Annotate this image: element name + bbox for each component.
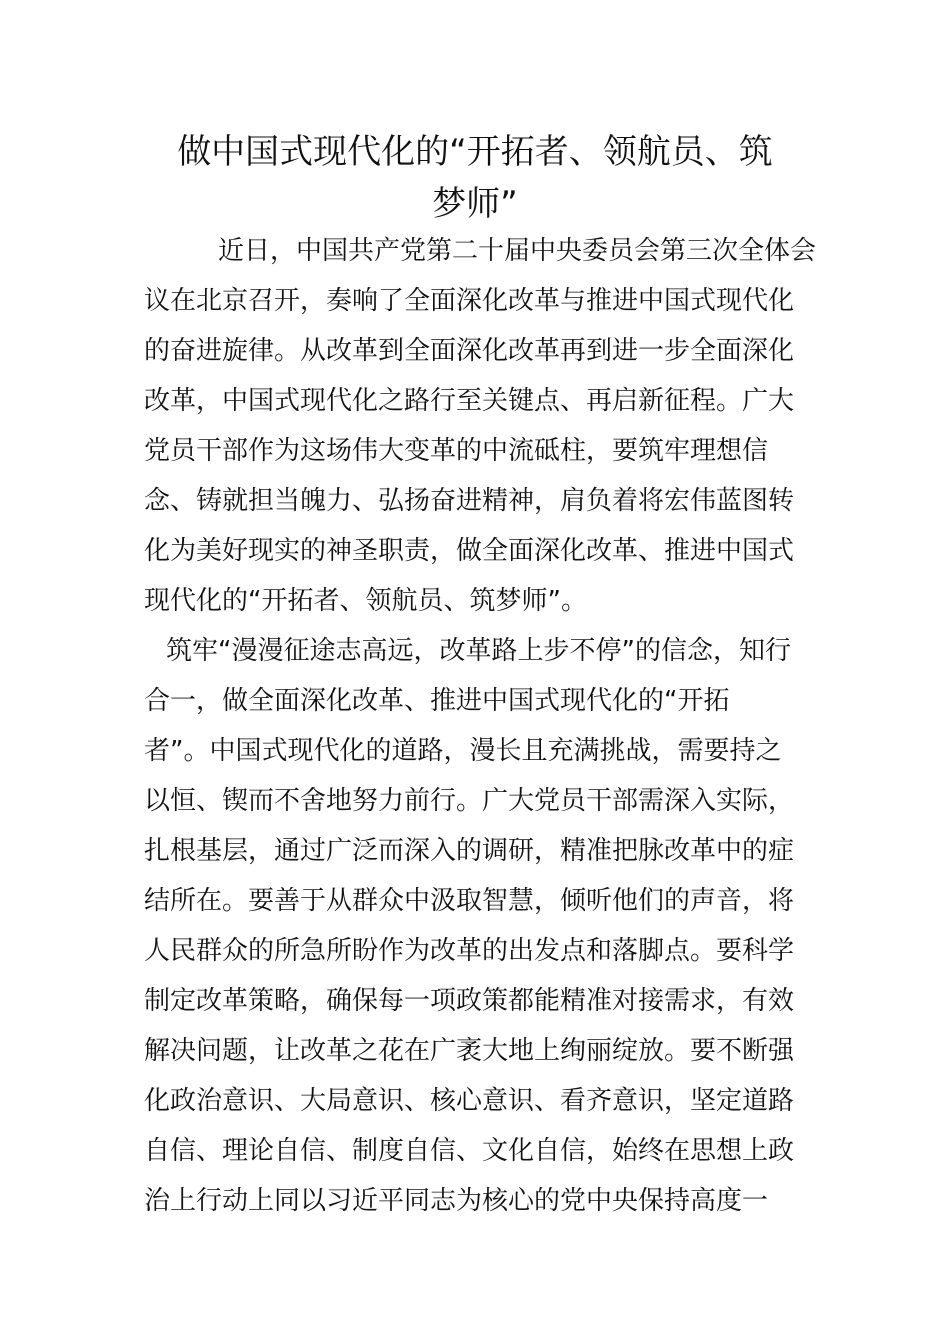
paragraph-1-line: 近日，中国共产党第二十届中央委员会第三次全体会	[218, 236, 817, 266]
document-body	[144, 226, 817, 1226]
paragraph-2-line: 结所在。要善于从群众中汲取智慧，倾听他们的声音，将	[144, 886, 795, 916]
paragraph-1-line: 念、铸就担当魄力、弘扬奋进精神，肩负着将宏伟蓝图转	[144, 486, 795, 516]
title-line: 梦师”	[432, 184, 518, 224]
title-line: 做中国式现代化的“开拓者、领航员、筑	[177, 132, 773, 172]
paragraph-1-line: 议在北京召开，奏响了全面深化改革与推进中国式现代化	[144, 286, 795, 316]
paragraph-1-line: 现代化的“开拓者、领航员、筑梦师”。	[144, 586, 587, 616]
paragraph-1-line: 改革，中国式现代化之路行至关键点、再启新征程。广大	[144, 386, 795, 416]
paragraph-2-line: 解决问题，让改革之花在广袤大地上绚丽绽放。要不断强	[144, 1036, 795, 1066]
paragraph-2-line: 者”。中国式现代化的道路，漫长且充满挑战，需要持之	[144, 736, 782, 766]
paragraph-1-line: 党员干部作为这场伟大变革的中流砥柱，要筑牢理想信	[144, 436, 769, 466]
paragraph-2-line: 自信、理论自信、制度自信、文化自信，始终在思想上政	[144, 1136, 795, 1166]
paragraph-2-line: 化政治意识、大局意识、核心意识、看齐意识，坚定道路	[144, 1086, 795, 1116]
paragraph-1-line: 化为美好现实的神圣职责，做全面深化改革、推进中国式	[144, 536, 795, 566]
paragraph-2-line: 以恒、锲而不舍地努力前行。广大党员干部需深入实际，	[144, 786, 795, 816]
document-title	[140, 126, 810, 230]
paragraph-1-line: 的奋进旋律。从改革到全面深化改革再到进一步全面深化	[144, 336, 795, 366]
paragraph-2-line: 治上行动上同以习近平同志为核心的党中央保持高度一	[144, 1186, 769, 1216]
paragraph-2-line: 人民群众的所急所盼作为改革的出发点和落脚点。要科学	[144, 936, 795, 966]
paragraph-2-line: 合一，做全面深化改革、推进中国式现代化的“开拓	[144, 686, 730, 716]
paragraph-2-line: 制定改革策略，确保每一项政策都能精准对接需求，有效	[144, 986, 795, 1016]
paragraph-2-line: 扎根基层，通过广泛而深入的调研，精准把脉改革中的症	[144, 836, 795, 866]
paragraph-2-line: 筑牢“漫漫征途志高远，改革路上步不停”的信念，知行	[166, 636, 791, 666]
